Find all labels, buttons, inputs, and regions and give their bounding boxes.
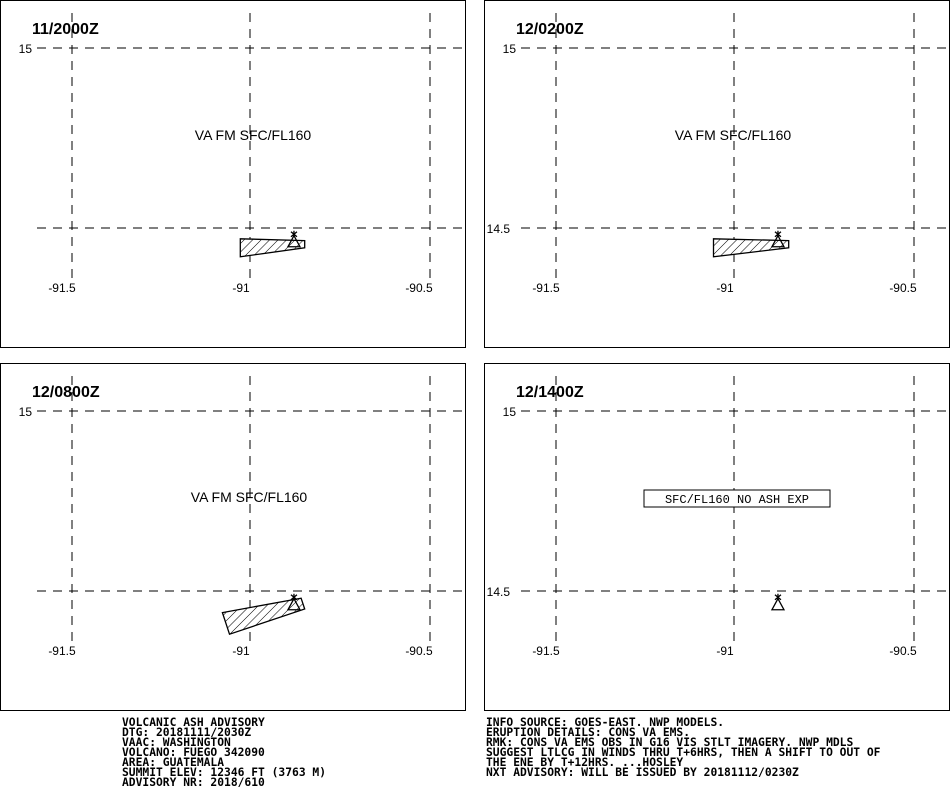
lat-label: 15 xyxy=(18,42,32,56)
ash-layer-label: VA FM SFC/FL160 xyxy=(190,489,308,505)
advisory-line: SUMMIT ELEV: 12346 FT (3763 M) xyxy=(122,766,327,779)
advisory-header-block xyxy=(122,716,326,789)
lon-label: -90.5 xyxy=(405,281,433,295)
panel-time: 12/0800Z xyxy=(32,384,100,401)
lat-label: 15 xyxy=(502,42,516,56)
panel-time: 12/0200Z xyxy=(516,21,584,38)
forecast-panel xyxy=(1,364,466,711)
lat-label: 15 xyxy=(502,405,516,419)
forecast-panel xyxy=(485,364,950,711)
advisory-line: VAAC: WASHINGTON xyxy=(122,736,231,749)
lat-label: 14.5 xyxy=(486,585,510,599)
remarks-line: SUGGEST LTLCG IN WINDS THRU T+6HRS, THEN A SHIFT TO OUT OF xyxy=(486,746,881,759)
lat-label: 14.5 xyxy=(486,222,510,236)
lon-label: -91 xyxy=(716,281,734,295)
lon-label: -90.5 xyxy=(889,644,917,658)
remarks-line: ERUPTION DETAILS: CONS VA EMS. xyxy=(486,726,691,739)
panel-frame xyxy=(1,364,466,711)
advisory-remarks-block xyxy=(486,716,881,779)
lat-label: 15 xyxy=(18,405,32,419)
advisory-line: ADVISORY NR: 2018/610 xyxy=(122,776,265,789)
lon-label: -91.5 xyxy=(48,281,76,295)
lon-label: -91.5 xyxy=(48,644,76,658)
lon-label: -91 xyxy=(232,644,250,658)
remarks-line: RMK: CONS VA EMS OBS IN G16 VIS STLT IMAGERY. NWP MDLS xyxy=(486,736,854,749)
advisory-line: AREA: GUATEMALA xyxy=(122,756,225,769)
panel-frame xyxy=(1,1,466,348)
ash-layer-label: VA FM SFC/FL160 xyxy=(674,127,792,143)
forecast-panel xyxy=(1,1,466,348)
advisory-line: DTG: 20181111/2030Z xyxy=(122,726,252,739)
forecast-panel xyxy=(485,1,950,348)
panel-time: 12/1400Z xyxy=(516,384,584,401)
remarks-line: INFO SOURCE: GOES-EAST. NWP MODELS. xyxy=(486,716,725,729)
advisory-line: VOLCANO: FUEGO 342090 xyxy=(122,746,265,759)
panel-time: 11/2000Z xyxy=(32,21,99,38)
remarks-line: THE ENE BY T+12HRS. ...HOSLEY xyxy=(486,756,684,769)
panel-frame xyxy=(485,364,950,711)
lon-label: -91.5 xyxy=(532,281,560,295)
lon-label: -90.5 xyxy=(889,281,917,295)
lon-label: -91 xyxy=(716,644,734,658)
remarks-line: NXT ADVISORY: WILL BE ISSUED BY 20181112/0230Z xyxy=(486,766,799,779)
advisory-line: VOLCANIC ASH ADVISORY xyxy=(122,716,265,729)
ash-layer-label: VA FM SFC/FL160 xyxy=(194,127,312,143)
lon-label: -91.5 xyxy=(532,644,560,658)
lon-label: -90.5 xyxy=(405,644,433,658)
lon-label: -91 xyxy=(232,281,250,295)
no-ash-label: SFC/FL160 NO ASH EXP xyxy=(664,493,810,507)
panel-frame xyxy=(485,1,950,348)
